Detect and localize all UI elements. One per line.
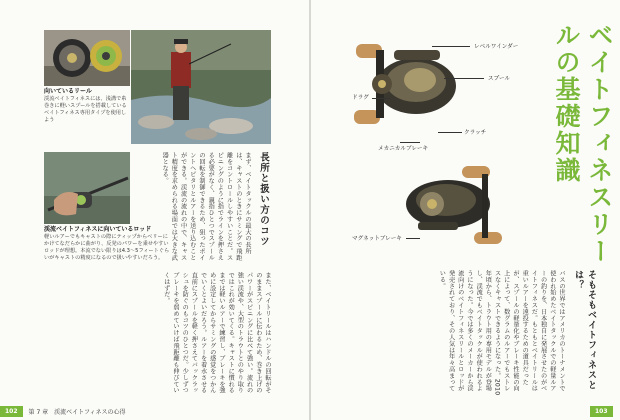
rod-caption-text: 軽いルアーでもキャストの際にティップからベリーにかけてなだらかに曲がり、反発のパワーを乗せやすいロッドが理想。本流でない限りは4.3～5フィートぐらいがキャストの精度になるので扱いやすいだろう。	[44, 234, 170, 261]
label-drag: ドラグ	[352, 95, 369, 101]
reel-caption-text: 渓流ベイトフィネスには、浅溝で糸巻きに軽いスプールを搭載しているベイトフィネス専用タイプを使用しよう	[44, 96, 127, 123]
lead-heading: そもそもベイトフィネスとは？	[573, 270, 596, 390]
rod-in-hand-photo	[44, 152, 130, 224]
left-page-number: 102	[0, 406, 23, 417]
label-magnet-brake: マグネットブレーキ	[352, 236, 402, 242]
rod-photo-caption	[44, 226, 172, 262]
label-spool: スプール	[488, 76, 511, 82]
leader-line	[438, 132, 462, 133]
sub-heading: 長所と扱い方のコツ	[258, 152, 269, 247]
right-page-number: 103	[590, 406, 613, 417]
reel-photo-caption	[44, 88, 128, 124]
reel-caption-title: 向いているリール	[44, 88, 92, 95]
rod-caption-title: 渓流ベイトフィネスに向いているロッド	[44, 226, 152, 233]
leader-line	[444, 78, 484, 79]
reel-spool-photo	[44, 30, 130, 86]
left-body-lower: また、ベイトリールはハンドルの回転がそのままスプールに伝わるため、巻き上げのパワーがスピニングに比べて強い。流れの強い渓流や、大型のトラウトとのやり取りではこれが効いてくる。キャストに慣れるまでは軽いルアーで練習し、ブレーキを強めに設定してからサミングの感覚をつかんでいくとよいだろう。ルアーを着水させる直前にスプールを軽く押さえてバックラッシュを防ぐのもコツのひとつだ。少しずつブレーキを弱めていけば飛距離も伸びていくはずだ。	[162, 272, 271, 394]
leader-line	[372, 98, 390, 99]
left-body-upper: まず、ベイトタックルの最大の長所は、キャストのときにサミングで飛距離をコントロールしやすいことだ。スピニングのように指でラインを押さえる必要がなく、親指ひとつでスプールの回転を制御できるため、狙ったポイントへピタリとルアーを送り込むことができる。渓流の流れの中で、キャスト精度を求められる場面では大きな武器となる。	[161, 152, 251, 261]
right-footer	[590, 406, 613, 417]
label-clutch: クラッチ	[464, 130, 487, 136]
leader-line	[432, 46, 470, 47]
chapter-title: 第 7 章 渓流ベイトフィネスの心得	[28, 409, 126, 416]
label-mechanical-brake: メカニカルブレーキ	[378, 146, 429, 152]
page-title: ベイトフィネスリールの基礎知識	[552, 22, 614, 265]
left-footer	[0, 406, 126, 417]
baitcast-reel-bottom	[388, 160, 510, 256]
right-body-main: バスの世界ではアメリカのトーナメントで使われ始めたベイトタックルでの軽量ルアーの釣りを、日本独自に発展させたのがベイトフィネスだ。もともとベイトリールは重いルアーを遠投するための道具だったが、スプールの軽量化やブレーキ性能の向上によって、数グラムのルアーでもストレスなくキャストできるようになった。2010年頃から、トラウト用の専用モデルが登場し、渓流でもベイトタックルが使われるようになった。今では多くのメーカーから渓流向けのベイトフィネスリールとロッドが発売されており、その人気は年々高まっている。	[438, 270, 565, 396]
angler-river-photo	[131, 30, 271, 144]
leader-line	[406, 238, 420, 239]
leader-line	[400, 142, 420, 143]
label-level-winder: レベルワインダー	[474, 44, 519, 50]
